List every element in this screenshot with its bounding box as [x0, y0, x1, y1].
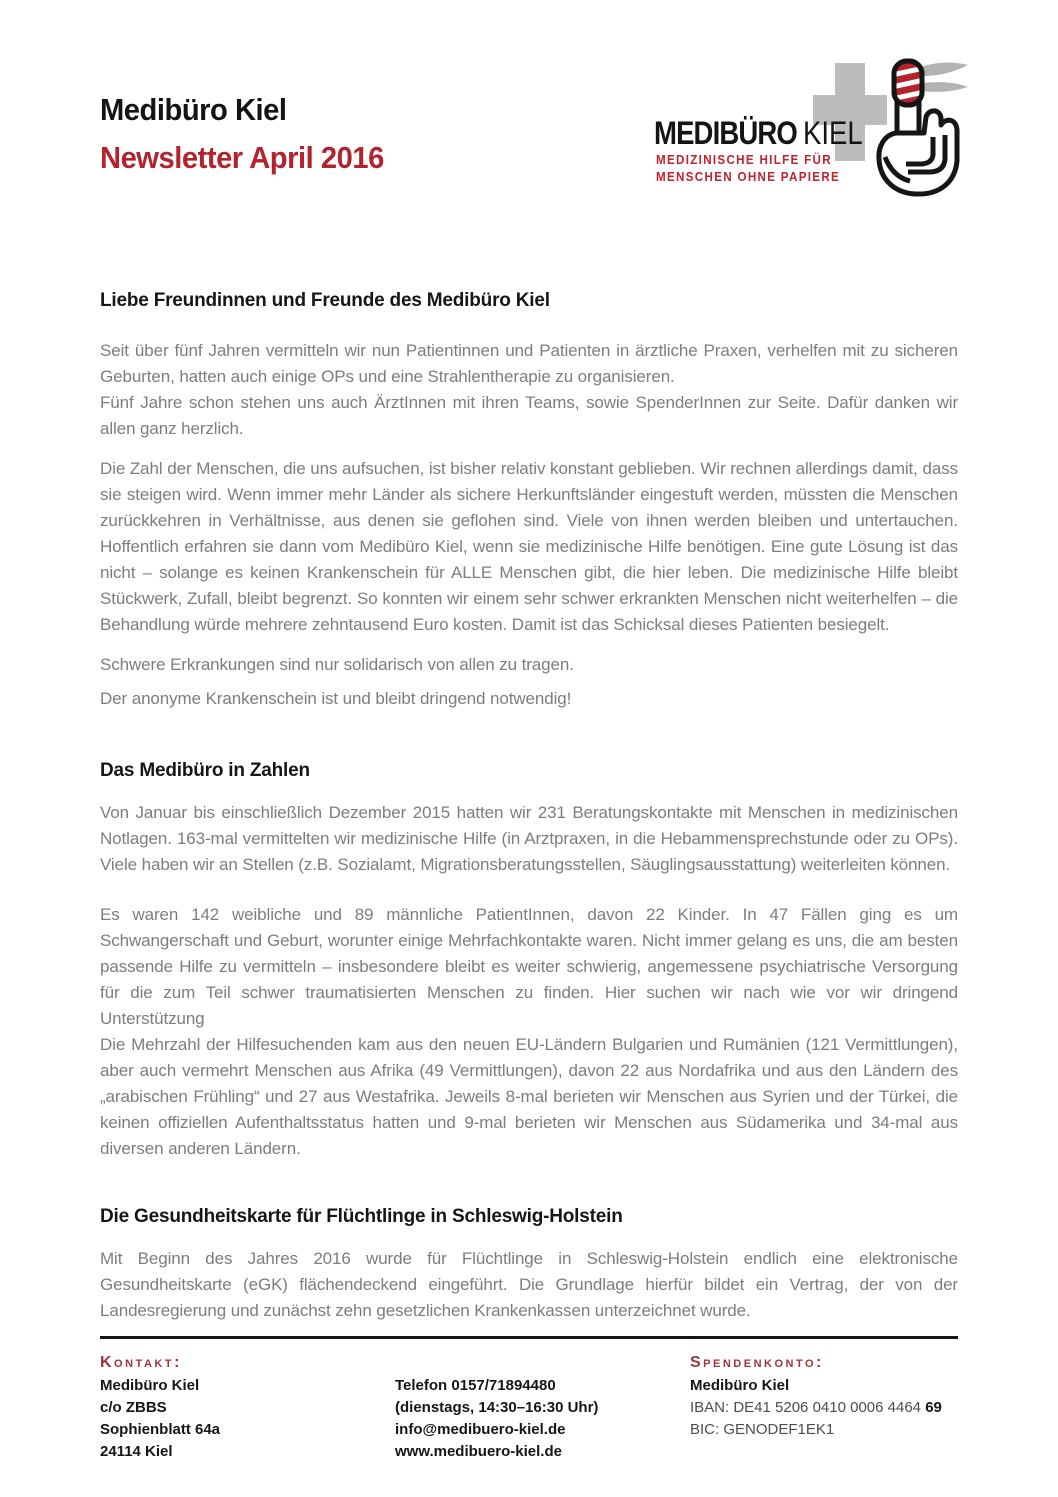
- contact-co: c/o ZBBS: [100, 1399, 167, 1416]
- donation-name: Medibüro Kiel: [690, 1377, 790, 1394]
- paragraph-statistics-2-part1: Es waren 142 weibliche und 89 männliche PatientInnen, davon 22 Kinder. In 47 Fällen ging es um Schwangerschaft und Geburt, worunter einige Mehrfachkontakte waren. Nicht immer gelang es uns, die am besten passende Hilfe zu vermitteln – insbesondere bleibt es weiter schwierig, angemessene psychiatrische Versorgung für die zum Teil schwer traumatisierten Menschen zu finden. Hier suchen wir nach wie vor wir dringend Unterstützung: [100, 905, 958, 1028]
- logo-tagline-line1: MEDIZINISCHE HILFE FÜR: [656, 153, 832, 167]
- logo-tagline-line2: MENSCHEN OHNE PAPIERE: [656, 170, 841, 184]
- bic-line: BIC: GENODEF1EK1: [690, 1421, 835, 1438]
- website-line: www.medibuero-kiel.de: [395, 1443, 562, 1460]
- hours-line: (dienstags, 14:30–16:30 Uhr): [395, 1399, 599, 1416]
- section-heading-greeting: Liebe Freundinnen und Freunde des Medibüro Kiel: [100, 290, 550, 311]
- medibuero-logo: [648, 55, 970, 203]
- page-title: Medibüro Kiel: [100, 92, 287, 127]
- contact-name: Medibüro Kiel: [100, 1377, 200, 1394]
- newsletter-subtitle: Newsletter April 2016: [100, 140, 384, 175]
- email-line: info@medibuero-kiel.de: [395, 1421, 566, 1438]
- iban-bold-suffix: 69: [925, 1399, 942, 1416]
- paragraph-solidarity: Schwere Erkrankungen sind nur solidarisch von allen zu tragen.: [100, 655, 574, 674]
- footer-divider: [100, 1336, 958, 1339]
- footer-contact-column: [100, 1350, 220, 1463]
- paragraph-intro: [100, 338, 958, 442]
- paragraph-krankenschein: Der anonyme Krankenschein ist und bleibt dringend notwendig!: [100, 689, 572, 708]
- section-heading-gesundheitskarte: Die Gesundheitskarte für Flüchtlinge in Schleswig-Holstein: [100, 1206, 623, 1227]
- paragraph-statistics-2-part2: Die Mehrzahl der Hilfesuchenden kam aus den neuen EU-Ländern Bulgarien und Rumänien (121 Vermittlungen), aber auch vermehrt Menschen aus Afrika (49 Vermittlungen), davon 22 aus Nordafrika und aus den Ländern des „arabischen Frühling“ und 27 aus Westafrika. Jeweils 8-mal berieten wir Menschen aus Syrien und der Türkei, die keinen offiziellen Aufenthaltsstatus hatten und 9-mal berieten wir Menschen aus Südamerika und 34-mal aus diversen anderen Ländern.: [100, 1035, 958, 1158]
- logo-tagline: [656, 152, 840, 186]
- paragraph-intro-part1: Seit über fünf Jahren vermitteln wir nun Patientinnen und Patienten in ärztliche Praxen, verhelfen mit zu sicheren Geburten, hatten auch einige OPs und eine Strahlentherapie zu organisieren.: [100, 341, 958, 386]
- paragraph-gesundheitskarte: Mit Beginn des Jahres 2016 wurde für Flüchtlinge in Schleswig-Holstein endlich eine elektronische Gesundheitskarte (eGK) flächendeckend eingeführt. Die Grundlage hierfür bildet ein Vertrag, der von der Landesregierung und zunächst zehn gesetzlichen Krankenkassen unterzeichnet wurde.: [100, 1249, 958, 1320]
- footer-phone-column: [395, 1350, 598, 1463]
- iban-line: [690, 1397, 942, 1419]
- phone-line: Telefon 0157/71894480: [395, 1377, 556, 1394]
- logo-wordmark: [654, 115, 863, 152]
- donation-label: Spendenkonto:: [690, 1354, 824, 1371]
- paragraph-intro-part2: Fünf Jahre schon stehen uns auch ÄrztInnen mit ihren Teams, sowie SpenderInnen zur Seite. Dafür danken wir allen ganz herzlich.: [100, 393, 958, 438]
- newsletter-body: [100, 288, 958, 1324]
- contact-street: Sophienblatt 64a: [100, 1421, 221, 1438]
- paragraph-situation: Die Zahl der Menschen, die uns aufsuchen, ist bisher relativ konstant geblieben. Wir rechnen allerdings damit, dass sie steigen wird. Wenn immer mehr Länder als sichere Herkunftsländer eingestuft werden, müssten die Menschen zurückkehren in Verhältnisse, aus denen sie geflohen sind. Viele von ihnen werden bleiben und untertauchen. Hoffentlich erfahren sie dann vom Medibüro Kiel, wenn sie medizinische Hilfe benötigen. Eine gute Lösung ist das nicht – solange es keinen Krankenschein für ALLE Menschen gibt, die hier leben. Die medizinische Hilfe bleibt Stückwerk, Zufall, bleibt begrenzt. So konnten wir einem sehr schwer erkrankten Menschen nicht weiterhelfen – die Behandlung würde mehrere zehntausend Euro kosten. Damit ist das Schicksal dieses Patienten besiegelt.: [100, 459, 958, 634]
- paragraph-statistics-1: Von Januar bis einschließlich Dezember 2015 hatten wir 231 Beratungskontakte mit Menschen in medizinischen Notlagen. 163-mal vermittelten wir medizinische Hilfe (in Arztpraxen, in die Hebammensprechstunde oder zu OPs). Viele haben wir an Stellen (z.B. Sozialamt, Migrationsberatungsstellen, Säuglingsausstattung) weiterleiten können.: [100, 803, 958, 874]
- contact-label: Kontakt:: [100, 1354, 182, 1371]
- paragraph-statistics-2: [100, 902, 958, 1162]
- iban-prefix: IBAN: DE41 5206 0410 0006 4464: [690, 1399, 926, 1416]
- logo-wordmark-kiel: KIEL: [802, 115, 863, 151]
- contact-city: 24114 Kiel: [100, 1443, 173, 1460]
- section-heading-zahlen: Das Medibüro in Zahlen: [100, 760, 310, 781]
- logo-wordmark-medibuero: MEDIBÜRO: [654, 115, 797, 151]
- footer-donation-column: [690, 1350, 942, 1441]
